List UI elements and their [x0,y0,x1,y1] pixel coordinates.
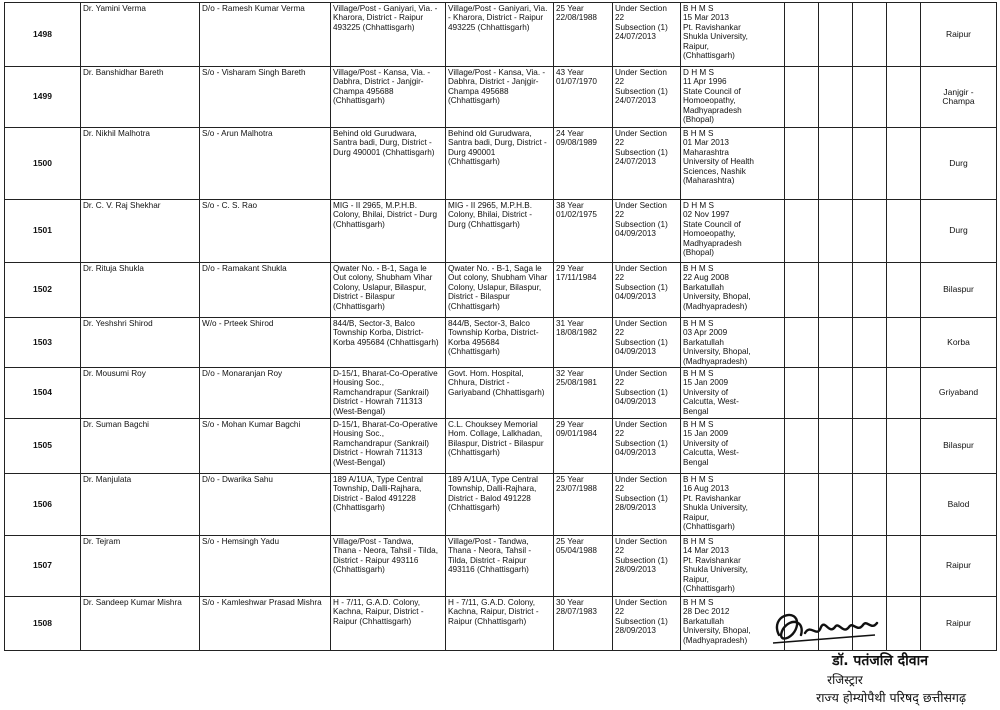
practitioner-name: Dr. Sandeep Kumar Mishra [81,597,200,651]
registrar-name: डॉ. पतंजलि दीवान [832,653,928,669]
registration-section: Under Section 22 Subsection (1) 28/09/2013 [613,597,681,651]
practitioner-name: Dr. Manjulata [81,474,200,536]
registration-section: Under Section 22 Subsection (1) 04/09/2013 [613,200,681,263]
permanent-address: H - 7/11, G.A.D. Colony, Kachna, Raipur, District - Raipur (Chhattisgarh) [331,597,446,651]
table-row [5,200,997,263]
table-row [5,419,997,474]
practitioner-name: Dr. Nikhil Malhotra [81,128,200,200]
correspondence-address: Village/Post - Tandwa, Thana - Neora, Tahsil - Tilda, District - Raipur 493116 (Chhattisgarh) [446,536,554,597]
relation-name: S/o - Arun Malhotra [200,128,331,200]
blank-cell [887,597,921,651]
blank-cell [853,128,887,200]
blank-cell [887,67,921,128]
registrar-title: रजिस्ट्रार [827,673,863,687]
practitioner-name: Dr. Rituja Shukla [81,263,200,318]
blank-cell [853,419,887,474]
relation-name: S/o - C. S. Rao [200,200,331,263]
qualification: B H M S 01 Mar 2013 Maharashtra University of Health Sciences, Nashik (Maharashtra) [681,128,785,200]
practitioner-name: Dr. Yamini Verma [81,3,200,67]
blank-cell [887,318,921,368]
blank-cell [785,474,819,536]
age-dob: 29 Year 09/01/1984 [554,419,613,474]
age-dob: 25 Year 05/04/1988 [554,536,613,597]
permanent-address: Qwater No. - B-1, Saga le Out colony, Shubham Vihar Colony, Uslapur, Bilaspur, District - Bilaspur (Chhattisgarh) [331,263,446,318]
blank-cell [785,536,819,597]
qualification: B H M S 28 Dec 2012 Barkatullah University, Bhopal, (Madhyapradesh) [681,597,785,651]
serial-number: 1507 [5,536,81,597]
blank-cell [785,128,819,200]
correspondence-address: Behind old Gurudwara, Santra badi, Durg, District - Durg 490001 (Chhattisgarh) [446,128,554,200]
blank-cell [887,368,921,419]
table-row [5,368,997,419]
blank-cell [819,67,853,128]
correspondence-address: 844/B, Sector-3, Balco Township Korba, District- Korba 495684 (Chhattisgarh) [446,318,554,368]
permanent-address: 189 A/1UA, Type Central Township, Dalli-Rajhara, District - Balod 491228 (Chhattisgarh) [331,474,446,536]
blank-cell [887,474,921,536]
practitioner-name: Dr. Mousumi Roy [81,368,200,419]
registrar-organization: राज्य होम्योपैथी परिषद् छत्तीसगढ़ [816,690,966,705]
relation-name: D/o - Dwarika Sahu [200,474,331,536]
age-dob: 25 Year 22/08/1988 [554,3,613,67]
practitioner-name: Dr. Suman Bagchi [81,419,200,474]
correspondence-address: Village/Post - Kansa, Via. - Dabhra, District - Janjgir- Champa 495688 (Chhattisgarh) [446,67,554,128]
district: Griyaband [921,368,997,419]
table-row [5,474,997,536]
correspondence-address: Village/Post - Ganiyari, Via. - Kharora, District - Raipur 493225 (Chhattisgarh) [446,3,554,67]
district: Raipur [921,536,997,597]
blank-cell [853,536,887,597]
qualification: B H M S 15 Mar 2013 Pt. Ravishankar Shukla University, Raipur, (Chhattisgarh) [681,3,785,67]
blank-cell [785,318,819,368]
blank-cell [819,419,853,474]
age-dob: 30 Year 28/07/1983 [554,597,613,651]
relation-name: S/o - Kamleshwar Prasad Mishra [200,597,331,651]
registration-section: Under Section 22 Subsection (1) 24/07/2013 [613,67,681,128]
blank-cell [819,263,853,318]
district: Durg [921,200,997,263]
blank-cell [819,474,853,536]
permanent-address: Village/Post - Kansa, Via. - Dabhra, District - Janjgir- Champa 495688 (Chhattisgarh) [331,67,446,128]
blank-cell [785,368,819,419]
serial-number: 1499 [5,67,81,128]
practitioner-name: Dr. Yeshshri Shirod [81,318,200,368]
table-row [5,263,997,318]
blank-cell [887,263,921,318]
blank-cell [853,474,887,536]
blank-cell [853,318,887,368]
blank-cell [887,419,921,474]
correspondence-address: 189 A/1UA, Type Central Township, Dalli-Rajhara, District - Balod 491228 (Chhattisgarh) [446,474,554,536]
permanent-address: MIG - II 2965, M.P.H.B. Colony, Bhilai, District - Durg (Chhattisgarh) [331,200,446,263]
serial-number: 1501 [5,200,81,263]
practitioner-name: Dr. C. V. Raj Shekhar [81,200,200,263]
district: Durg [921,128,997,200]
serial-number: 1503 [5,318,81,368]
practitioner-register-table [4,2,997,651]
blank-cell [785,200,819,263]
table-row [5,536,997,597]
blank-cell [785,3,819,67]
qualification: D H M S 02 Nov 1997 State Council of Homoeopathy, Madhyapradesh (Bhopal) [681,200,785,263]
relation-name: S/o - Visharam Singh Bareth [200,67,331,128]
blank-cell [853,263,887,318]
blank-cell [785,263,819,318]
qualification: B H M S 16 Aug 2013 Pt. Ravishankar Shukla University, Raipur, (Chhattisgarh) [681,474,785,536]
blank-cell [853,368,887,419]
table-row [5,128,997,200]
blank-cell [819,200,853,263]
qualification: B H M S 14 Mar 2013 Pt. Ravishankar Shukla University, Raipur, (Chhattisgarh) [681,536,785,597]
serial-number: 1502 [5,263,81,318]
serial-number: 1498 [5,3,81,67]
relation-name: S/o - Hemsingh Yadu [200,536,331,597]
district: Raipur [921,3,997,67]
correspondence-address: Govt. Hom. Hospital, Chhura, District - Gariyaband (Chhattisgarh) [446,368,554,419]
register-rows [5,3,997,651]
district: Korba [921,318,997,368]
correspondence-address: MIG - II 2965, M.P.H.B. Colony, Bhilai, District - Durg (Chhattisgarh) [446,200,554,263]
district: Bilaspur [921,263,997,318]
relation-name: W/o - Prteek Shirod [200,318,331,368]
correspondence-address: H - 7/11, G.A.D. Colony, Kachna, Raipur, District - Raipur (Chhattisgarh) [446,597,554,651]
blank-cell [785,67,819,128]
relation-name: D/o - Ramesh Kumar Verma [200,3,331,67]
age-dob: 43 Year 01/07/1970 [554,67,613,128]
registration-section: Under Section 22 Subsection (1) 04/09/2013 [613,368,681,419]
blank-cell [887,536,921,597]
registration-section: Under Section 22 Subsection (1) 24/07/2013 [613,128,681,200]
permanent-address: Behind old Gurudwara, Santra badi, Durg, District - Durg 490001 (Chhattisgarh) [331,128,446,200]
correspondence-address: C.L. Chouksey Memorial Hom. Collage, Lalkhadan, Bilaspur, District - Bilaspur (Chhattisgarh) [446,419,554,474]
registration-section: Under Section 22 Subsection (1) 04/09/2013 [613,419,681,474]
qualification: B H M S 15 Jan 2009 University of Calcutta, West- Bengal [681,368,785,419]
serial-number: 1504 [5,368,81,419]
blank-cell [853,67,887,128]
permanent-address: Village/Post - Ganiyari, Via. - Kharora, District - Raipur 493225 (Chhattisgarh) [331,3,446,67]
blank-cell [853,3,887,67]
district: Janjgir - Champa [921,67,997,128]
age-dob: 29 Year 17/11/1984 [554,263,613,318]
table-row [5,67,997,128]
blank-cell [887,200,921,263]
age-dob: 25 Year 23/07/1988 [554,474,613,536]
registration-section: Under Section 22 Subsection (1) 28/09/2013 [613,474,681,536]
district: Balod [921,474,997,536]
blank-cell [785,419,819,474]
age-dob: 24 Year 09/08/1989 [554,128,613,200]
registrar-signature [765,605,885,650]
qualification: B H M S 22 Aug 2008 Barkatullah University, Bhopal, (Madhyapradesh) [681,263,785,318]
district: Raipur [921,597,997,651]
table-row [5,318,997,368]
permanent-address: D-15/1, Bharat-Co-Operative Housing Soc., Ramchandrapur (Sankrail) District - Howrah 711313 (West-Bengal) [331,419,446,474]
district: Bilaspur [921,419,997,474]
relation-name: D/o - Ramakant Shukla [200,263,331,318]
practitioner-name: Dr. Banshidhar Bareth [81,67,200,128]
qualification: B H M S 03 Apr 2009 Barkatullah University, Bhopal, (Madhyapradesh) [681,318,785,368]
qualification: D H M S 11 Apr 1996 State Council of Homoeopathy, Madhyapradesh (Bhopal) [681,67,785,128]
serial-number: 1505 [5,419,81,474]
correspondence-address: Qwater No. - B-1, Saga le Out colony, Shubham Vihar Colony, Uslapur, Bilaspur, District - Bilaspur (Chhattisgarh) [446,263,554,318]
permanent-address: D-15/1, Bharat-Co-Operative Housing Soc., Ramchandrapur (Sankrail) District - Howrah 711313 (West-Bengal) [331,368,446,419]
permanent-address: Village/Post - Tandwa, Thana - Neora, Tahsil - Tilda, District - Raipur 493116 (Chhattisgarh) [331,536,446,597]
blank-cell [853,200,887,263]
blank-cell [819,128,853,200]
blank-cell [819,318,853,368]
age-dob: 32 Year 25/08/1981 [554,368,613,419]
blank-cell [819,3,853,67]
serial-number: 1508 [5,597,81,651]
practitioner-name: Dr. Tejram [81,536,200,597]
permanent-address: 844/B, Sector-3, Balco Township Korba, District- Korba 495684 (Chhattisgarh) [331,318,446,368]
age-dob: 38 Year 01/02/1975 [554,200,613,263]
serial-number: 1506 [5,474,81,536]
registration-section: Under Section 22 Subsection (1) 04/09/2013 [613,263,681,318]
blank-cell [819,368,853,419]
blank-cell [887,128,921,200]
serial-number: 1500 [5,128,81,200]
age-dob: 31 Year 18/08/1982 [554,318,613,368]
blank-cell [887,3,921,67]
qualification: B H M S 15 Jan 2009 University of Calcutta, West- Bengal [681,419,785,474]
registration-section: Under Section 22 Subsection (1) 04/09/2013 [613,318,681,368]
relation-name: D/o - Monaranjan Roy [200,368,331,419]
registration-section: Under Section 22 Subsection (1) 28/09/2013 [613,536,681,597]
table-row [5,3,997,67]
relation-name: S/o - Mohan Kumar Bagchi [200,419,331,474]
blank-cell [819,536,853,597]
registration-section: Under Section 22 Subsection (1) 24/07/2013 [613,3,681,67]
